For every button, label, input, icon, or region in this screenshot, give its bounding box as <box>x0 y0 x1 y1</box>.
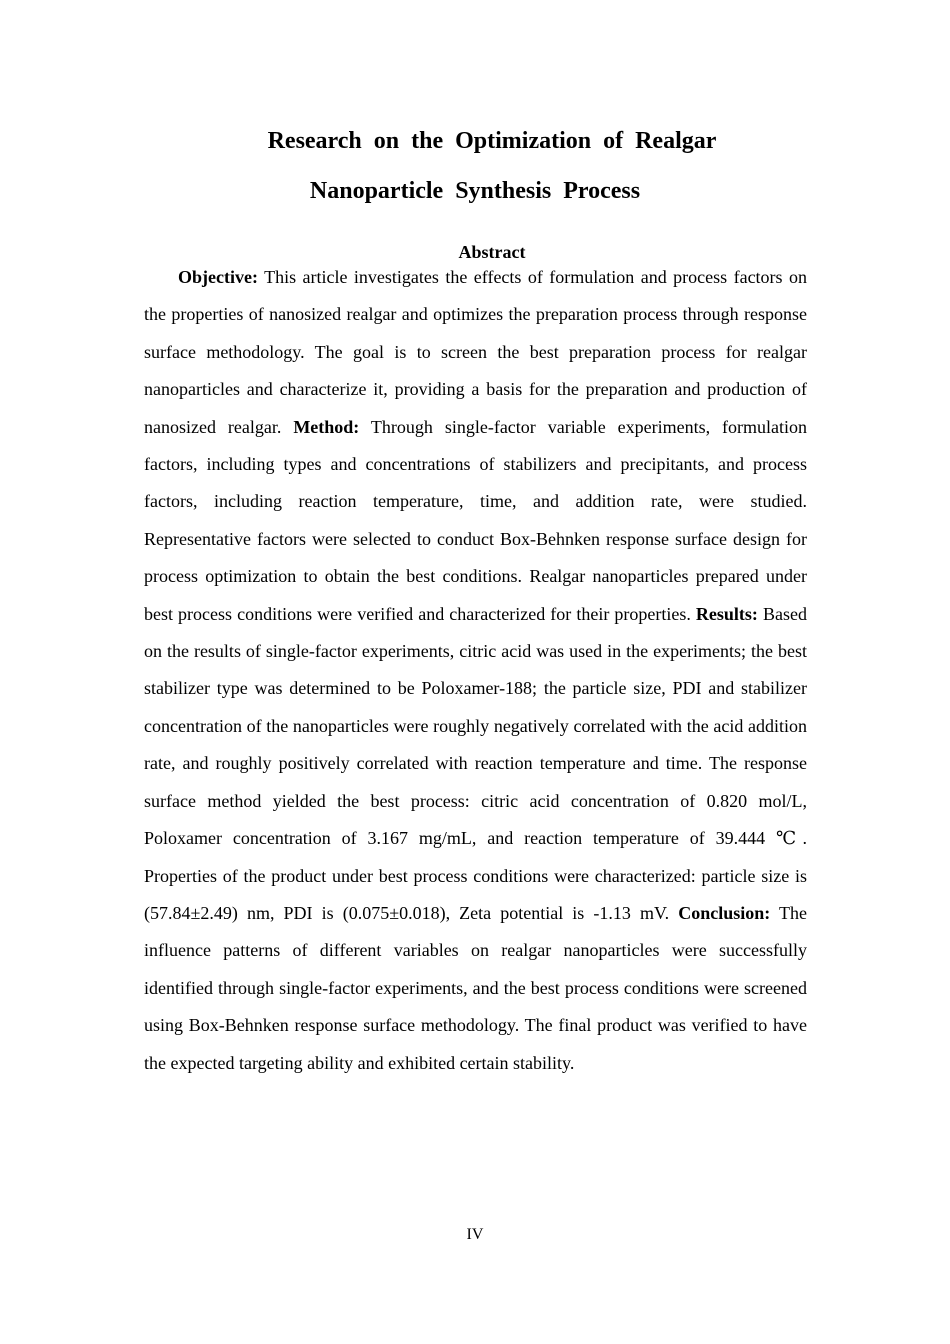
abstract-heading: Abstract <box>458 242 526 262</box>
conclusion-text: The influence patterns of different variables on realgar nanoparticles were successfully identified through single-factor experiments, and the best process conditions were screened using Box-Behnken response surface methodology. The final product was verified to have the expected targeting ability and exhibited certain stability. <box>144 902 807 1073</box>
objective-label: Objective: <box>178 267 258 287</box>
abstract-body <box>144 259 807 1082</box>
page-number: IV <box>466 1226 484 1243</box>
title-line-1: Research on the Optimization of Realgar <box>267 128 717 154</box>
objective-text: This article investigates the effects of formulation and process factors on the properties of nanosized realgar and optimizes the preparation process through response surface methodology. The goal is to screen the best preparation process for realgar nanoparticles and characterize it, providing a basis for the preparation and production of nanosized realgar. <box>144 267 807 437</box>
method-text: Through single-factor variable experiments, formulation factors, including types and concentrations of stabilizers and precipitants, and process factors, including reaction temperature, time, and addition rate, were studied. Representative factors were selected to conduct Box-Behnken response surface design for process optimization to obtain the best conditions. Realgar nanoparticles prepared under best process conditions were verified and characterized for their properties. <box>144 416 808 624</box>
results-label: Results: <box>695 603 758 624</box>
results-text: Based on the results of single-factor experiments, citric acid was used in the experiments; the best stabilizer type was determined to be Poloxamer-188; the particle size, PDI and stabilizer concentration of the nanoparticles were roughly negatively correlated with the acid addition rate, and roughly positively correlated with reaction temperature and time. The response surface method yielded the best process: citric acid concentration of 0.820 mol/L, Poloxamer concentration of 3.167 mg/mL, and reaction temperature of 39.444 ℃. Properties of the product under best process conditions were characterized: particle size is (57.84±2.49) nm, PDI is (0.075±0.018), Zeta potential is -1.13 mV. <box>144 603 807 923</box>
conclusion-label: Conclusion: <box>678 902 771 923</box>
method-label: Method: <box>293 416 360 437</box>
title-line-2: Nanoparticle Synthesis Process <box>309 178 641 204</box>
